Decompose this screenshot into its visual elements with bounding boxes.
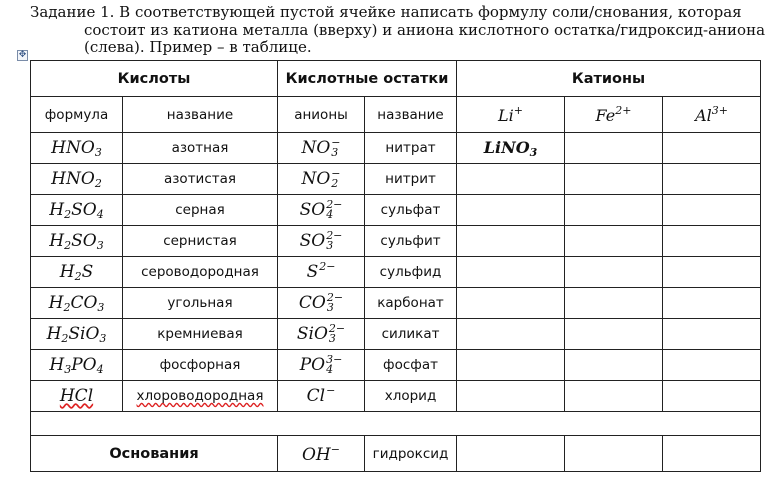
answer-cell-fe-oh[interactable] <box>565 436 663 472</box>
acid-name: азотистая <box>123 164 278 195</box>
anion: CO 2− 3 <box>278 288 365 319</box>
acid-name: серная <box>123 195 278 226</box>
acid-formula: $HNO_2$ <box>31 164 123 195</box>
task-line-3: (слева). Пример – в таблице. <box>84 38 312 56</box>
residue-name: сульфит <box>365 226 457 257</box>
answer-cell-fe[interactable] <box>565 133 663 164</box>
acid-name: хлороводородная <box>123 381 278 412</box>
answer-cell-li[interactable] <box>457 195 565 226</box>
header-row-groups <box>31 61 761 97</box>
residue-name: нитрит <box>365 164 457 195</box>
acid-row <box>31 288 761 319</box>
anion: SiO 2− 3 <box>278 319 365 350</box>
anion: PO 3− 4 <box>278 350 365 381</box>
answer-cell-al[interactable] <box>663 195 761 226</box>
acid-name: фосфорная <box>123 350 278 381</box>
acid-formula: $H_2CO_3$ <box>31 288 123 319</box>
answer-cell-fe[interactable] <box>565 226 663 257</box>
residue-name: нитрат <box>365 133 457 164</box>
acid-name: кремниевая <box>123 319 278 350</box>
answer-cell-al[interactable] <box>663 226 761 257</box>
header-name: название <box>123 97 278 133</box>
header-formula: формула <box>31 97 123 133</box>
anion: S 2− <box>278 257 365 288</box>
acid-formula: $H_2S$ <box>31 257 123 288</box>
answer-cell-fe[interactable] <box>565 381 663 412</box>
answer-cell-al[interactable] <box>663 133 761 164</box>
task-text <box>30 3 766 57</box>
anion: SO 2− 4 <box>278 195 365 226</box>
header-residue-name: название <box>365 97 457 133</box>
acid-row <box>31 350 761 381</box>
answer-cell-al[interactable] <box>663 319 761 350</box>
acid-name: сернистая <box>123 226 278 257</box>
task-line-1: Задание 1. В соответствующей пустой ячейке написать формулу соли/снования, которая <box>30 3 742 21</box>
residue-name: фосфат <box>365 350 457 381</box>
header-anions: анионы <box>278 97 365 133</box>
anion: NO − 3 <box>278 133 365 164</box>
answer-cell-fe[interactable] <box>565 257 663 288</box>
spacer-row <box>31 412 761 436</box>
acid-row <box>31 381 761 412</box>
answer-cell-fe[interactable] <box>565 319 663 350</box>
answer-cell-al[interactable] <box>663 381 761 412</box>
acid-formula: $H_2SO_3$ <box>31 226 123 257</box>
chemistry-table <box>30 60 761 472</box>
answer-cell-fe[interactable] <box>565 164 663 195</box>
acid-row <box>31 319 761 350</box>
hydroxide-anion: OH− <box>278 436 365 472</box>
answer-cell-al[interactable] <box>663 257 761 288</box>
cation-li: Li+ <box>457 97 565 133</box>
answer-cell-fe[interactable] <box>565 195 663 226</box>
answer-cell-al[interactable] <box>663 350 761 381</box>
cation-al: $Al^{3+}$ <box>663 97 761 133</box>
header-acid-residues: Кислотные остатки <box>278 61 457 97</box>
answer-cell-li[interactable] <box>457 381 565 412</box>
acid-row <box>31 226 761 257</box>
anion: SO 2− 3 <box>278 226 365 257</box>
bases-label: Основания <box>31 436 278 472</box>
acid-row <box>31 164 761 195</box>
acid-formula: $H_3PO_4$ <box>31 350 123 381</box>
residue-name: сульфат <box>365 195 457 226</box>
anion: Cl − <box>278 381 365 412</box>
hydroxide-name: гидроксид <box>365 436 457 472</box>
task-line-2: состоит из катиона металла (вверху) и аниона кислотного остатка/гидроксид-аниона <box>84 20 766 39</box>
acid-formula: $H_2SO_4$ <box>31 195 123 226</box>
acid-formula: $H_2SiO_3$ <box>31 319 123 350</box>
header-acids: Кислоты <box>31 61 278 97</box>
answer-cell-li[interactable] <box>457 350 565 381</box>
residue-name: сульфид <box>365 257 457 288</box>
anion: NO − 2 <box>278 164 365 195</box>
table-move-handle-icon[interactable]: ✥ <box>18 50 27 60</box>
acid-name: угольная <box>123 288 278 319</box>
acid-row <box>31 257 761 288</box>
answer-cell-li[interactable] <box>457 288 565 319</box>
header-row-columns <box>31 97 761 133</box>
answer-cell-li[interactable] <box>457 226 565 257</box>
cation-fe: $Fe^{2+}$ <box>565 97 663 133</box>
acid-formula: $HNO_3$ <box>31 133 123 164</box>
residue-name: хлорид <box>365 381 457 412</box>
example-answer-cell[interactable]: LiNO$_3$ <box>457 133 565 164</box>
acid-name: азотная <box>123 133 278 164</box>
answer-cell-fe[interactable] <box>565 350 663 381</box>
answer-cell-al[interactable] <box>663 288 761 319</box>
residue-name: силикат <box>365 319 457 350</box>
residue-name: карбонат <box>365 288 457 319</box>
answer-cell-li-oh[interactable] <box>457 436 565 472</box>
answer-cell-li[interactable] <box>457 164 565 195</box>
answer-cell-al-oh[interactable] <box>663 436 761 472</box>
answer-cell-al[interactable] <box>663 164 761 195</box>
answer-cell-li[interactable] <box>457 257 565 288</box>
acid-name: сероводородная <box>123 257 278 288</box>
acid-row <box>31 195 761 226</box>
answer-cell-li[interactable] <box>457 319 565 350</box>
header-cations: Катионы <box>457 61 761 97</box>
bases-row <box>31 436 761 472</box>
answer-cell-fe[interactable] <box>565 288 663 319</box>
acid-row <box>31 133 761 164</box>
acid-formula: HCl <box>31 381 123 412</box>
